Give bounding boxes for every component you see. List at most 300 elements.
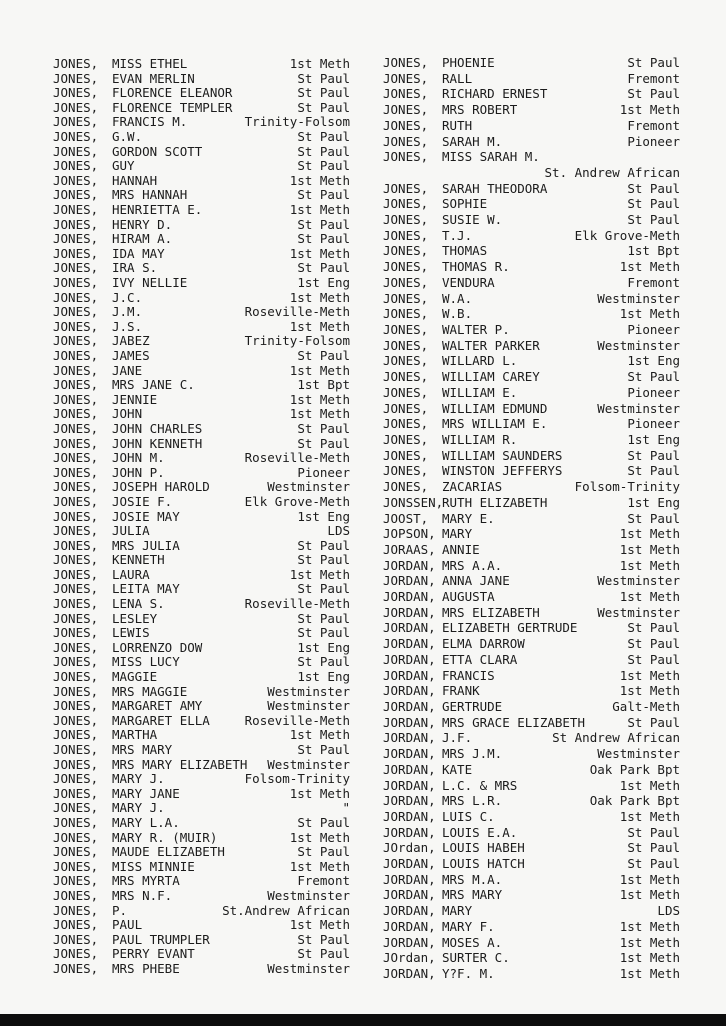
entry-surname: JONES, (53, 289, 99, 305)
entry-given-name: MRS J.M. (442, 746, 503, 762)
entry-given-name: SUSIE W. (442, 212, 503, 228)
entry-church: 1st Meth (619, 918, 680, 934)
entry-church: St Andrew African (552, 730, 680, 746)
list-item (0, 840, 726, 855)
entry-church: 1st Meth (619, 966, 680, 981)
entry-church: St Paul (627, 651, 680, 667)
entry-given-name: MISS MINNIE (112, 858, 195, 874)
entry-church: 1st Meth (289, 318, 350, 334)
entry-church: Roseville-Meth (244, 712, 350, 728)
entry-church: Elk Grove-Meth (244, 493, 350, 509)
entry-given-name: WALTER PARKER (442, 337, 540, 353)
entry-surname: JORDAN, (383, 761, 436, 777)
entry-given-name: MRS GRACE ELIZABETH (442, 714, 585, 730)
entry-surname: JONES, (383, 479, 429, 495)
entry-given-name: LOUIS HABEH (442, 840, 525, 856)
list-item (0, 935, 726, 950)
entry-surname: JONES, (383, 70, 429, 86)
entry-church: St Paul (297, 260, 350, 276)
entry-given-name: MARY R. (MUIR) (112, 829, 218, 845)
entry-surname: JONES, (383, 416, 429, 432)
entry-church: 1st Meth (289, 245, 350, 261)
entry-surname: JONES, (53, 537, 99, 553)
entry-surname: JONES, (53, 873, 99, 889)
list-item (0, 793, 726, 808)
entry-surname: JORDAN, (383, 856, 436, 872)
entry-given-name: FRANCIS M. (112, 114, 188, 130)
entry-given-name: JABEZ (112, 333, 150, 349)
entry-church: 1st Meth (619, 871, 680, 887)
entry-surname: JONSSEN, (383, 494, 444, 510)
entry-church: St Paul (627, 510, 680, 526)
list-item (0, 526, 726, 541)
entry-given-name: MARY J. (112, 771, 165, 787)
entry-given-name: JANE (112, 362, 143, 378)
entry-church: St Paul (627, 856, 680, 872)
entry-surname: JONES, (53, 785, 99, 801)
entry-church: St Paul (297, 70, 350, 86)
entry-surname: JONES, (53, 231, 99, 247)
entry-given-name: PAUL (112, 917, 143, 933)
entry-surname: JONES, (53, 581, 99, 597)
entry-given-name: MARY E. (442, 510, 495, 526)
entry-given-name: MAGGIE (112, 669, 158, 685)
entry-church: Westminster (597, 573, 680, 589)
list-item (0, 589, 726, 604)
entry-given-name: PAUL TRUMPLER (112, 931, 210, 947)
entry-church: 1st Meth (289, 566, 350, 582)
entry-given-name: MAUDE ELIZABETH (112, 844, 225, 860)
entry-given-name: MRS JANE C. (112, 377, 195, 393)
entry-church: 1st Meth (289, 829, 350, 845)
entry-surname: JONES, (53, 946, 99, 962)
entry-surname: JONES, (53, 304, 99, 320)
entry-surname: JONES, (53, 931, 99, 947)
entry-surname: JONES, (383, 196, 429, 212)
entry-given-name: RUTH (442, 117, 473, 133)
entry-given-name: WILLIAM SAUNDERS (442, 447, 563, 463)
entry-given-name: SARAH THEODORA (442, 180, 548, 196)
entry-church: St Paul (297, 552, 350, 568)
entry-church: Trinity-Folsom (244, 333, 350, 349)
entry-surname: JONES, (383, 86, 429, 102)
entry-church: Fremont (627, 117, 680, 133)
entry-surname: JONES, (53, 114, 99, 130)
entry-surname: JONES, (53, 143, 99, 159)
list-item (0, 149, 726, 164)
entry-church: LDS (327, 523, 350, 539)
entry-surname: JORDAN, (383, 903, 436, 919)
entry-surname: JONES, (53, 815, 99, 831)
list-item (0, 401, 726, 416)
entry-surname: JORDAN, (383, 636, 436, 652)
entry-surname: JONES, (53, 128, 99, 144)
entry-given-name: THOMAS (442, 243, 488, 259)
entry-church: 1st Meth (289, 172, 350, 188)
entry-church: St Paul (297, 946, 350, 962)
list-item (0, 558, 726, 573)
list-item (0, 903, 726, 918)
entry-given-name: JOSIE MAY (112, 508, 180, 524)
entry-surname: JONES, (383, 243, 429, 259)
list-item (0, 683, 726, 698)
entry-given-name: MRS ELIZABETH (442, 604, 540, 620)
list-item (0, 463, 726, 478)
list-item (0, 762, 726, 777)
entry-surname: JONES, (53, 639, 99, 655)
entry-surname: JONES, (53, 917, 99, 933)
entry-surname: JONES, (383, 227, 429, 243)
entry-church: Elk Grove-Meth (574, 227, 680, 243)
entry-given-name: JENNIE (112, 391, 158, 407)
entry-given-name: ETTA CLARA (442, 651, 518, 667)
entry-church: St Paul (297, 742, 350, 758)
entry-given-name: W.A. (442, 290, 473, 306)
entry-church: St Paul (627, 463, 680, 479)
entry-surname: JORDAN, (383, 683, 436, 699)
entry-surname: JONES, (53, 771, 99, 787)
entry-church: St Paul (297, 435, 350, 451)
entry-given-name: MRS M.A. (442, 871, 503, 887)
entry-given-name: GUY (112, 158, 135, 174)
entry-church: 1st Bpt (627, 243, 680, 259)
entry-surname: JONES, (53, 829, 99, 845)
entry-surname: JONES, (383, 431, 429, 447)
entry-church: St Paul (627, 824, 680, 840)
entry-given-name: Y?F. M. (442, 966, 495, 981)
list-item (0, 165, 726, 180)
entry-given-name: WALTER P. (442, 322, 510, 338)
entry-church: St Paul (297, 143, 350, 159)
entry-given-name: GORDON SCOTT (112, 143, 203, 159)
entry-given-name: JOHN M. (112, 450, 165, 466)
entry-given-name: JAMES (112, 347, 150, 363)
entry-church: 1st Bpt (297, 377, 350, 393)
entry-church: St Paul (627, 55, 680, 70)
entry-given-name: THOMAS R. (442, 259, 510, 275)
bottom-rule (0, 1014, 726, 1026)
entry-surname: JORDAN, (383, 604, 436, 620)
entry-given-name: RUTH ELIZABETH (442, 494, 548, 510)
entry-given-name: MRS MYRTA (112, 873, 180, 889)
entry-surname: JONES, (53, 625, 99, 641)
entry-given-name: MRS MARY (442, 887, 503, 903)
entry-surname: JORDAN, (383, 589, 436, 605)
entry-surname: JONES, (53, 552, 99, 568)
entry-given-name: SOPHIE (442, 196, 488, 212)
list-item (0, 778, 726, 793)
list-item (0, 212, 726, 227)
entry-given-name: WILLIAM CAREY (442, 369, 540, 385)
entry-given-name: JOSEPH HAROLD (112, 479, 210, 495)
entry-surname: JORDAN, (383, 966, 436, 981)
entry-given-name: IRA S. (112, 260, 158, 276)
entry-church: Westminster (597, 400, 680, 416)
entry-surname: JORDAN, (383, 730, 436, 746)
entry-surname: JONES, (53, 347, 99, 363)
entry-church: St Paul (297, 844, 350, 860)
entry-given-name: MRS MARY (112, 742, 173, 758)
list-item (0, 730, 726, 745)
entry-church: St Paul (627, 447, 680, 463)
entry-surname: JONES, (53, 377, 99, 393)
entry-given-name: MARY (442, 903, 473, 919)
entry-given-name: MRS N.F. (112, 888, 173, 904)
entry-surname: JORAAS, (383, 541, 436, 557)
entry-given-name: MARY J. (112, 800, 165, 816)
entry-surname: JONES, (383, 400, 429, 416)
list-item (0, 887, 726, 902)
entry-given-name: JOHN (112, 406, 143, 422)
list-item (0, 275, 726, 290)
entry-surname: JORDAN, (383, 698, 436, 714)
entry-surname: JONES, (53, 610, 99, 626)
entry-church: Roseville-Meth (244, 450, 350, 466)
entry-surname: JONES, (53, 742, 99, 758)
entry-surname: JONES, (53, 216, 99, 232)
entry-surname: JONES, (383, 337, 429, 353)
entry-given-name: IDA MAY (112, 245, 165, 261)
entry-church: St Paul (297, 625, 350, 641)
entry-surname: JONES, (53, 201, 99, 217)
entry-church: St Paul (297, 85, 350, 101)
list-item (0, 699, 726, 714)
entry-surname: JONES, (53, 318, 99, 334)
entry-church: Pioneer (627, 322, 680, 338)
entry-surname: JONES, (53, 362, 99, 378)
entry-church: St Paul (627, 840, 680, 856)
entry-given-name: AUGUSTA (442, 589, 495, 605)
list-item (0, 86, 726, 101)
list-item (0, 118, 726, 133)
entry-given-name: L.C. & MRS (442, 777, 518, 793)
list-item (0, 872, 726, 887)
entry-given-name: WINSTON JEFFERYS (442, 463, 563, 479)
entry-church: 1st Eng (297, 639, 350, 655)
entry-church: 1st Meth (619, 541, 680, 557)
entry-given-name: ANNIE (442, 541, 480, 557)
entry-church: Fremont (297, 873, 350, 889)
entry-church: 1st Meth (619, 777, 680, 793)
entry-church: 1st Meth (619, 887, 680, 903)
entry-church: St Paul (297, 158, 350, 174)
list-item (0, 432, 726, 447)
entry-given-name: MARY (442, 526, 473, 542)
entry-church: Westminster (597, 290, 680, 306)
entry-given-name: MRS L.R. (442, 793, 503, 809)
entry-church: Folsom-Trinity (244, 771, 350, 787)
entry-church: 1st Eng (297, 274, 350, 290)
entry-church: 1st Meth (619, 950, 680, 966)
entry-given-name: HANNAH (112, 172, 158, 188)
entry-given-name: MARY L.A. (112, 815, 180, 831)
entry-church: Westminster (267, 683, 350, 699)
entry-given-name: SURTER C. (442, 950, 510, 966)
entry-church: 1st Eng (627, 431, 680, 447)
list-item (0, 369, 726, 384)
list-item (0, 950, 726, 965)
entry-church: St. Andrew African (544, 164, 680, 180)
list-item (0, 809, 726, 824)
entry-surname: JONES, (53, 844, 99, 860)
entry-church: St Paul (297, 420, 350, 436)
entry-surname: JORDAN, (383, 918, 436, 934)
entry-surname: JONES, (53, 508, 99, 524)
entry-church: Westminster (267, 479, 350, 495)
entry-surname: JONES, (53, 479, 99, 495)
entry-surname: JONES, (53, 85, 99, 101)
entry-given-name: RICHARD ERNEST (442, 86, 548, 102)
list-item (0, 636, 726, 651)
entry-surname: JORDAN, (383, 557, 436, 573)
entry-surname: JORDAN, (383, 887, 436, 903)
entry-surname: JONES, (383, 274, 429, 290)
entry-given-name: LUIS C. (442, 808, 495, 824)
list-item (0, 856, 726, 871)
entry-given-name: J.M. (112, 304, 143, 320)
entry-surname: JONES, (53, 712, 99, 728)
entry-given-name: HIRAM A. (112, 231, 173, 247)
list-item (0, 447, 726, 466)
entry-given-name: MARY JANE (112, 785, 180, 801)
entry-surname: JORDAN, (383, 934, 436, 950)
entry-given-name: LESLEY (112, 610, 158, 626)
entry-surname: JONES, (53, 858, 99, 874)
entry-given-name: JOHN P. (112, 464, 165, 480)
entry-church: St Paul (297, 654, 350, 670)
entry-church: St Paul (297, 581, 350, 597)
entry-church: St Paul (627, 212, 680, 228)
entry-church: 1st Meth (289, 362, 350, 378)
entry-surname: JONES, (53, 961, 99, 976)
entry-given-name: J.C. (112, 289, 143, 305)
entry-given-name: MRS JULIA (112, 537, 180, 553)
entry-church: 1st Meth (619, 934, 680, 950)
entry-church: Fremont (627, 274, 680, 290)
entry-church: St Paul (627, 196, 680, 212)
entry-church: St Paul (627, 369, 680, 385)
entry-surname: JORDAN, (383, 667, 436, 683)
entry-given-name: GERTRUDE (442, 698, 503, 714)
entry-given-name: MISS ETHEL (112, 56, 188, 71)
entry-given-name: MRS HANNAH (112, 187, 188, 203)
list-item (0, 55, 726, 70)
entry-given-name: SARAH M. (442, 133, 503, 149)
entry-surname: JONES, (53, 464, 99, 480)
entry-church: St Paul (297, 931, 350, 947)
entry-surname: JONES, (383, 447, 429, 463)
entry-given-name: PHOENIE (442, 55, 495, 70)
entry-surname: JONES, (383, 117, 429, 133)
entry-church: Oak Park Bpt (589, 761, 680, 777)
entry-church: Roseville-Meth (244, 304, 350, 320)
entry-surname: JONES, (53, 902, 99, 918)
entry-church: 1st Eng (297, 669, 350, 685)
entry-surname: JONES, (53, 420, 99, 436)
entry-church: Westminster (597, 746, 680, 762)
entry-given-name: FLORENCE ELEANOR (112, 85, 233, 101)
entry-given-name: MRS MAGGIE (112, 683, 188, 699)
entry-surname: JOOST, (383, 510, 429, 526)
entry-surname: JONES, (53, 56, 99, 71)
entry-given-name: MRS A.A. (442, 557, 503, 573)
entry-given-name: LORRENZO DOW (112, 639, 203, 655)
entry-given-name: J.F. (442, 730, 473, 746)
entry-given-name: ELMA DARROW (442, 636, 525, 652)
entry-church: Galt-Meth (612, 698, 680, 714)
entry-church: 1st Eng (627, 353, 680, 369)
entry-given-name: LENA S. (112, 596, 165, 612)
entry-church: 1st Meth (619, 589, 680, 605)
entry-surname: JONES, (53, 669, 99, 685)
entry-given-name: RALL (442, 70, 473, 86)
entry-given-name: ELIZABETH GERTRUDE (442, 620, 578, 636)
entry-surname: JONES, (53, 172, 99, 188)
entry-given-name: MRS WILLIAM E. (442, 416, 548, 432)
entry-church: 1st Meth (619, 557, 680, 573)
entry-given-name: MRS PHEBE (112, 961, 180, 976)
entry-given-name: WILLIAM R. (442, 431, 518, 447)
entry-given-name: HENRY D. (112, 216, 173, 232)
entry-given-name: IVY NELLIE (112, 274, 188, 290)
list-item (0, 651, 726, 670)
list-item (0, 243, 726, 258)
entry-given-name: WILLARD L. (442, 353, 518, 369)
entry-surname: JONES, (53, 333, 99, 349)
entry-surname: JONES, (53, 391, 99, 407)
entry-given-name: MOSES A. (442, 934, 503, 950)
entry-surname: JORDAN, (383, 714, 436, 730)
entry-given-name: HENRIETTA E. (112, 201, 203, 217)
entry-surname: JONES, (53, 187, 99, 203)
entry-surname: JONES, (53, 450, 99, 466)
entry-church: " (342, 800, 350, 816)
entry-surname: JORDAN, (383, 808, 436, 824)
entry-given-name: G.W. (112, 128, 143, 144)
entry-given-name: ANNA JANE (442, 573, 510, 589)
entry-given-name: FRANK (442, 683, 480, 699)
entry-church: St Paul (297, 216, 350, 232)
entry-surname: JONES, (383, 322, 429, 338)
entry-given-name: LEWIS (112, 625, 150, 641)
entry-surname: JONES, (383, 212, 429, 228)
entry-church: 1st Eng (297, 508, 350, 524)
entry-surname: JONES, (53, 435, 99, 451)
entry-surname: JONES, (53, 727, 99, 743)
entry-given-name: JULIA (112, 523, 150, 539)
list-item (0, 416, 726, 431)
entry-surname: JORDAN, (383, 871, 436, 887)
entry-church: 1st Meth (289, 727, 350, 743)
list-item (0, 966, 726, 981)
entry-given-name: KATE (442, 761, 473, 777)
list-item (0, 196, 726, 211)
list-item (0, 228, 726, 243)
entry-surname: JONES, (53, 596, 99, 612)
list-item (0, 825, 726, 840)
entry-surname: JORDAN, (383, 746, 436, 762)
list-item (0, 291, 726, 306)
entry-church: Oak Park Bpt (589, 793, 680, 809)
entry-church: Westminster (597, 337, 680, 353)
entry-church: St Paul (297, 99, 350, 115)
entry-church: St Paul (297, 187, 350, 203)
entry-church: Westminster (267, 756, 350, 772)
entry-surname: JONES, (53, 800, 99, 816)
entry-church: St Paul (297, 815, 350, 831)
entry-given-name: VENDURA (442, 274, 495, 290)
entry-given-name: WILLIAM E. (442, 384, 518, 400)
